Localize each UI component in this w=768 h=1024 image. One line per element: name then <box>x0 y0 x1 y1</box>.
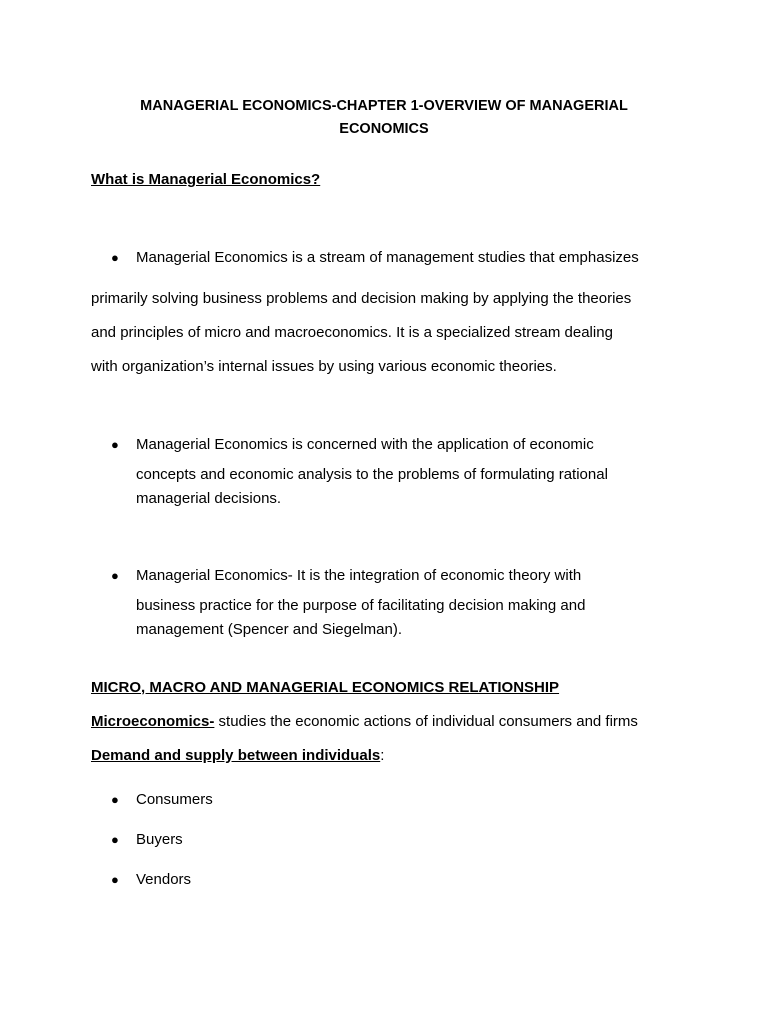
bullet-3-line-1: Managerial Economics- It is the integration of economic theory with <box>136 567 582 584</box>
list-bullet-1: ● <box>111 792 119 807</box>
list-bullet-3: ● <box>111 872 119 887</box>
bullet-2-line-3: managerial decisions. <box>136 490 282 507</box>
bullet-1-line-4: with organization’s internal issues by using various economic theories. <box>91 358 557 375</box>
bullet-2-line-2: concepts and economic analysis to the problems of formulating rational <box>136 466 608 483</box>
bullet-2: ● <box>111 437 119 452</box>
title-line-2: ECONOMICS <box>339 121 429 137</box>
microeconomics-text: studies the economic actions of individual consumers and firms <box>214 713 638 730</box>
microeconomics-line <box>91 713 638 730</box>
page-title <box>0 95 768 141</box>
bullet-1-line-3: and principles of micro and macroeconomics. It is a specialized stream dealing <box>91 324 613 341</box>
list-item: Vendors <box>136 871 192 888</box>
bullet-2-line-1: Managerial Economics is concerned with the application of economic <box>136 436 594 453</box>
section-heading-relationship: MICRO, MACRO AND MANAGERIAL ECONOMICS RELATIONSHIP <box>91 679 560 696</box>
bullet-1-line-2: primarily solving business problems and decision making by applying the theories <box>91 290 632 307</box>
bullet-3-line-3: management (Spencer and Siegelman). <box>136 621 402 638</box>
demand-supply-label: Demand and supply between individuals <box>91 747 381 764</box>
bullet-1: ● <box>111 250 119 265</box>
demand-supply-line <box>91 747 384 764</box>
list-item: Buyers <box>136 831 183 848</box>
bullet-3-line-2: business practice for the purpose of facilitating decision making and <box>136 597 586 614</box>
title-line-1: MANAGERIAL ECONOMICS-CHAPTER 1-OVERVIEW OF MANAGERIAL <box>140 98 628 114</box>
bullet-1-first-line: Managerial Economics is a stream of management studies that emphasizes <box>136 249 639 266</box>
microeconomics-label: Microeconomics- <box>91 713 215 730</box>
list-item: Consumers <box>136 791 213 808</box>
section-heading-what-is: What is Managerial Economics? <box>91 171 321 188</box>
demand-supply-colon: : <box>380 747 385 764</box>
bullet-3: ● <box>111 568 119 583</box>
list-bullet-2: ● <box>111 832 119 847</box>
